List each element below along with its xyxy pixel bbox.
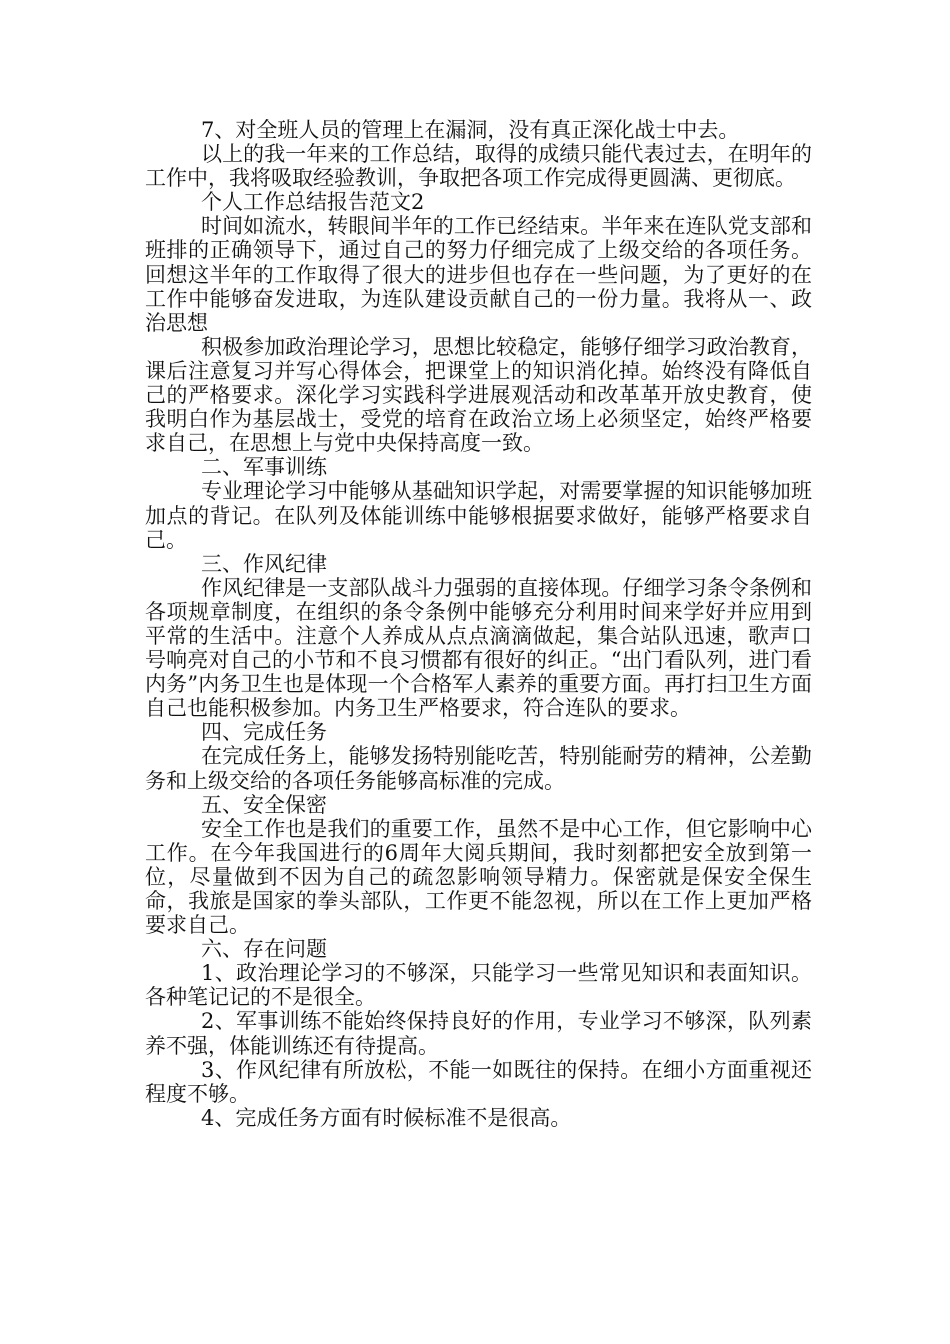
paragraph-problem-2: 2、军事训练不能始终保持良好的作用，专业学习不够深，队列素养不强，体能训练还有待提高。 [145, 1009, 812, 1058]
heading-security: 五、安全保密 [201, 792, 327, 817]
heading-discipline: 三、作风纪律 [201, 551, 327, 576]
paragraph-item-7: 7、对全班人员的管理上在漏洞，没有真正深化战士中去。 [201, 118, 740, 142]
paragraph-intro: 时间如流水，转眼间半年的工作已经结束。半年来在连队党支部和班排的正确领导下，通过自己的努力仔细完成了上级交给的各项任务。回想这半年的工作取得了很大的进步但也存在一些问题，为了更好的在工作中能够奋发进取，为连队建设贡献自己的一份力量。我将从一、政治思想 [145, 214, 812, 335]
paragraph-problem-4: 4、完成任务方面有时候标准不是很高。 [201, 1105, 572, 1130]
paragraph-political: 积极参加政治理论学习，思想比较稳定，能够仔细学习政治教育，课后注意复习并写心得体会，把课堂上的知识消化掉。始终没有降低自己的严格要求。深化学习实践科学进展观活动和改革革开放史教育，使我明白作为基层战士，受党的培育在政治立场上必须坚定，始终严格要求自己，在思想上与党中央保持高度一致。 [145, 334, 812, 456]
paragraph-summary-conclusion: 以上的我一年来的工作总结，取得的成绩只能代表过去，在明年的工作中，我将吸取经验教训，争取把各项工作完成得更圆满、更彻底。 [145, 142, 812, 191]
document-body [145, 118, 812, 1130]
paragraph-problem-1: 1、政治理论学习的不够深，只能学习一些常见知识和表面知识。各种笔记记的不是很全。 [145, 961, 812, 1010]
paragraph-security: 安全工作也是我们的重要工作，虽然不是中心工作，但它影响中心工作。在今年我国进行的6周年大阅兵期间，我时刻都把安全放到第一位，尽量做到不因为自己的疏忽影响领导精力。保密就是保安全保生命，我旅是国家的拳头部队，工作更不能忽视，所以在工作上更加严格要求自己。 [145, 816, 812, 938]
heading-tasks: 四、完成任务 [201, 720, 327, 745]
paragraph-problem-3: 3、作风纪律有所放松，不能一如既往的保持。在细小方面重视还程度不够。 [145, 1057, 812, 1106]
heading-problems: 六、存在问题 [201, 937, 327, 962]
paragraph-discipline: 作风纪律是一支部队战斗力强弱的直接体现。仔细学习条令条例和各项规章制度，在组织的条令条例中能够充分利用时间来学好并应用到平常的生活中。注意个人养成从点点滴滴做起，集合站队迅速，歌声口号响亮对自己的小节和不良习惯都有很好的纠正。“出门看队列，进门看内务”内务卫生也是体现一个合格军人素养的重要方面。再打扫卫生方面自己也能积极参加。内务卫生严格要求，符合连队的要求。 [145, 575, 812, 721]
heading-military-training: 二、军事训练 [201, 455, 327, 480]
paragraph-tasks: 在完成任务上，能够发扬特别能吃苦，特别能耐劳的精神，公差勤务和上级交给的各项任务能够高标准的完成。 [145, 744, 812, 793]
section-title-sample-2: 个人工作总结报告范文2 [201, 190, 425, 215]
paragraph-military-training: 专业理论学习中能够从基础知识学起，对需要掌握的知识能够加班加点的背记。在队列及体能训练中能够根据要求做好，能够严格要求自己。 [145, 479, 812, 552]
